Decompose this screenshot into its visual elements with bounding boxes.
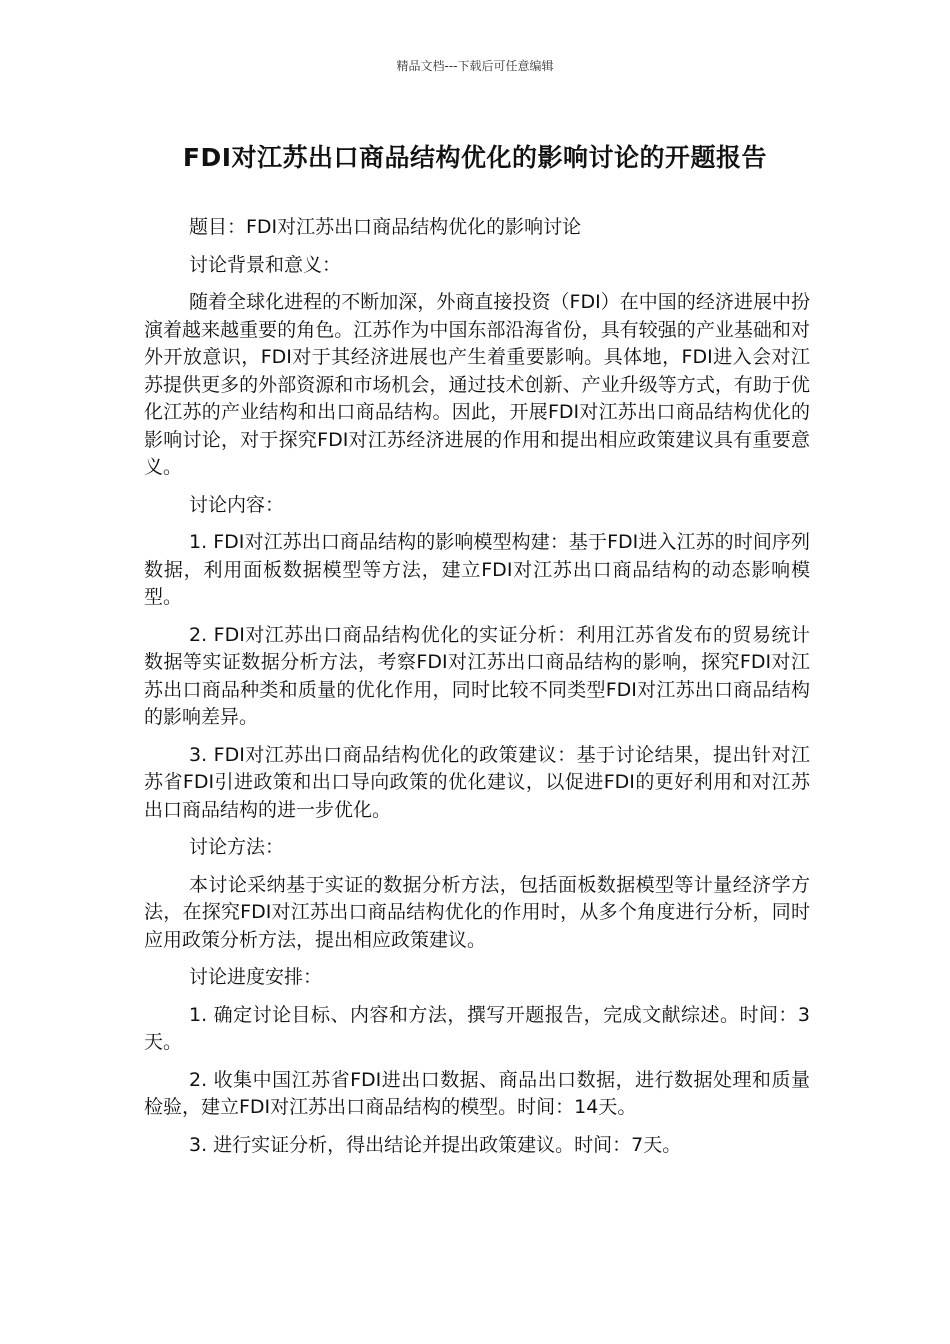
schedule-item-3: 3. 进行实证分析，得出结论并提出政策建议。时间：7天。 bbox=[189, 1133, 682, 1156]
schedule-item-2: 2. 收集中国江苏省FDI进出口数据、商品出口数据，进行数据处理和质量检验，建立FDI对江苏出口商品结构的模型。时间：14天。 bbox=[144, 1068, 810, 1118]
schedule-item-1: 1. 确定讨论目标、内容和方法，撰写开题报告，完成文献综述。时间：3天。 bbox=[144, 1003, 810, 1053]
section-heading-method: 讨论方法： bbox=[189, 836, 285, 858]
content-item-1: 1. FDI对江苏出口商品结构的影响模型构建：基于FDI进入江苏的时间序列数据，利用面板数据模型等方法，建立FDI对江苏出口商品结构的动态影响模型。 bbox=[144, 531, 810, 608]
background-paragraph: 随着全球化进程的不断加深，外商直接投资（FDI）在中国的经济进展中扮演着越来越重要的角色。江苏作为中国东部沿海省份，具有较强的产业基础和对外开放意识，FDI对于其经济进展也产生着重要影响。具体地，FDI进入会对江苏提供更多的外部资源和市场机会，通过技术创新、产业升级等方式，有助于优化江苏的产业结构和出口商品结构。因此，开展FDI对江苏出口商品结构优化的影响讨论，对于探究FDI对江苏经济进展的作用和提出相应政策建议具有重要意义。 bbox=[144, 291, 810, 478]
subject-line: 题目：FDI对江苏出口商品结构优化的影响讨论 bbox=[189, 216, 582, 238]
header-note: 精品文档---下载后可任意编辑 bbox=[396, 59, 554, 73]
document-title: FDI对江苏出口商品结构优化的影响讨论的开题报告 bbox=[182, 143, 768, 172]
document-body bbox=[144, 214, 810, 1169]
content-item-2: 2. FDI对江苏出口商品结构优化的实证分析：利用江苏省发布的贸易统计数据等实证数据分析方法，考察FDI对江苏出口商品结构的影响，探究FDI对江苏出口商品种类和质量的优化作用，同时比较不同类型FDI对江苏出口商品结构的影响差异。 bbox=[144, 623, 810, 728]
section-heading-content: 讨论内容： bbox=[189, 493, 285, 516]
method-paragraph: 本讨论采纳基于实证的数据分析方法，包括面板数据模型等计量经济学方法，在探究FDI对江苏出口商品结构优化的作用时，从多个角度进行分析，同时应用政策分析方法，提出相应政策建议。 bbox=[144, 873, 810, 951]
section-heading-schedule: 讨论进度安排： bbox=[189, 966, 323, 988]
section-heading-background: 讨论背景和意义： bbox=[189, 253, 342, 276]
content-item-3: 3. FDI对江苏出口商品结构优化的政策建议：基于讨论结果，提出针对江苏省FDI引进政策和出口导向政策的优化建议，以促进FDI的更好利用和对江苏出口商品结构的进一步优化。 bbox=[144, 743, 810, 821]
